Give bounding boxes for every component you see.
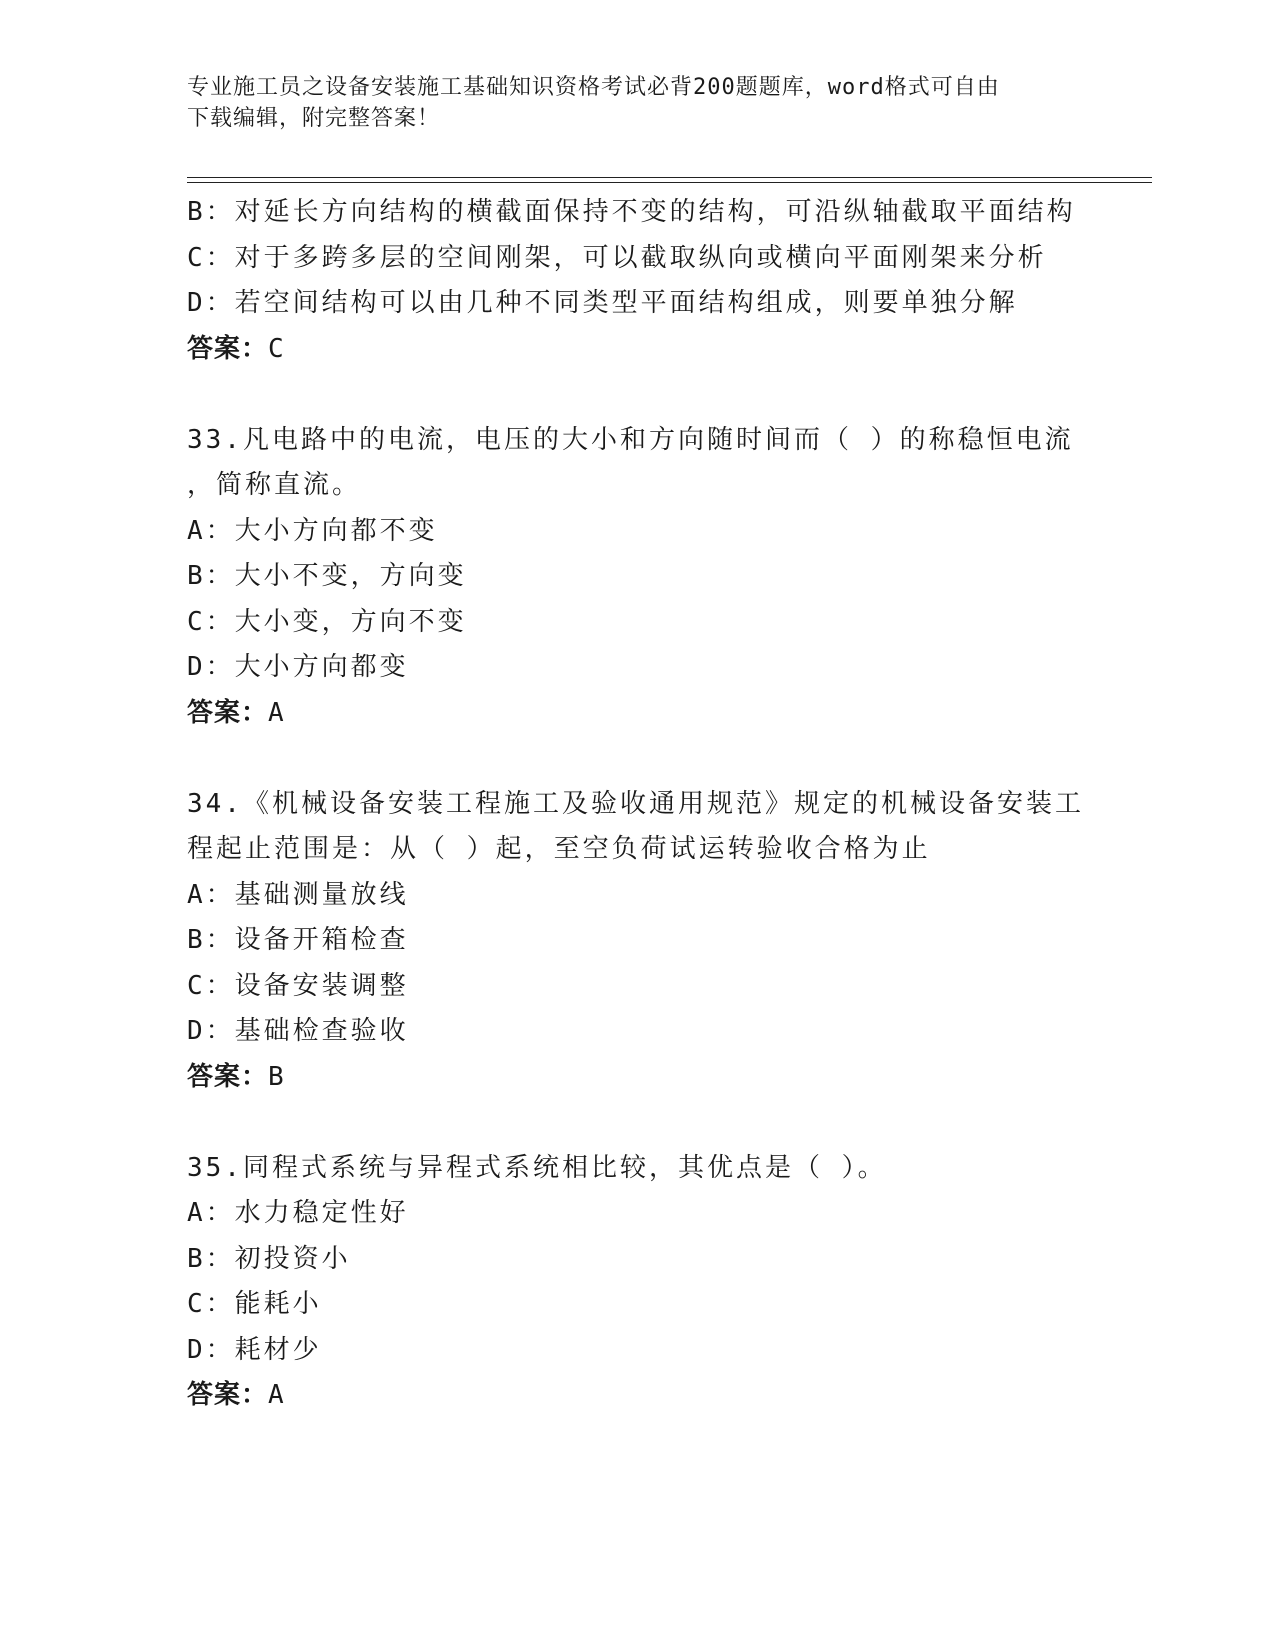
question-stem-continued: 程起止范围是：从（ ）起，至空负荷试运转验收合格为止 [187,834,931,864]
question-stem: 33.凡电路中的电流，电压的大小和方向随时间而（ ）的称稳恒电流 [187,424,1074,455]
question-stem: 35.同程式系统与异程式系统相比较，其优点是（ ）。 [187,1152,887,1183]
option-b: B：大小不变，方向变 [187,561,467,591]
answer-label: 答案： [187,1380,269,1410]
option-c: C：大小变，方向不变 [187,606,467,637]
question-34 [187,782,1087,1101]
option-b: B：初投资小 [187,1243,351,1274]
answer-value: B [268,1061,287,1092]
spacer [187,372,1087,418]
answer-value: A [268,697,287,728]
answer-value: C [268,333,287,364]
question-33 [187,418,1087,737]
answer-value: A [268,1380,287,1410]
question-stem-continued: ，简称直流。 [187,470,362,500]
question-35 [187,1146,1087,1419]
question-stem: 34.《机械设备安装工程施工及验收通用规范》规定的机械设备安装工 [187,788,1084,819]
option-d: D：若空间结构可以由几种不同类型平面结构组成，则要单独分解 [187,288,1018,318]
header-line-2: 下载编辑，附完整答案！ [187,106,441,131]
answer-line [187,691,1087,737]
spacer [187,1100,1087,1146]
option-d: D：大小方向都变 [187,652,409,682]
question-content [187,190,1087,1419]
page-header [187,72,1087,134]
answer-line [187,327,1087,373]
option-a: A：基础测量放线 [187,879,409,910]
answer-line [187,1373,1087,1419]
header-line-1: 专业施工员之设备安装施工基础知识资格考试必背200题题库，word格式可自由 [187,75,1000,100]
answer-label: 答案： [187,1061,269,1092]
option-b: B：设备开箱检查 [187,925,409,955]
answer-line [187,1055,1087,1101]
option-a: A：大小方向都不变 [187,515,438,546]
header-divider-bottom [187,182,1152,183]
option-c: C：设备安装调整 [187,970,409,1001]
option-c: C：能耗小 [187,1289,322,1319]
option-d: D：耗材少 [187,1334,322,1365]
option-a: A：水力稳定性好 [187,1198,409,1228]
option-c: C：对于多跨多层的空间刚架，可以截取纵向或横向平面刚架来分析 [187,242,1047,273]
option-b: B：对延长方向结构的横截面保持不变的结构，可沿纵轴截取平面结构 [187,197,1076,227]
answer-label: 答案： [187,333,269,364]
question-32-continuation [187,190,1087,372]
option-d: D：基础检查验收 [187,1016,409,1046]
header-divider-top [187,177,1152,178]
spacer [187,736,1087,782]
answer-label: 答案： [187,697,269,728]
